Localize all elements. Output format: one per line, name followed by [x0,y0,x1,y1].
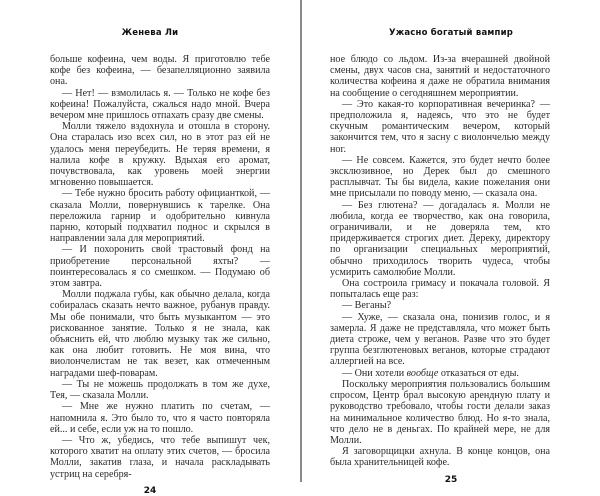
paragraph: Она состроила гримасу и покачала головой. Я попыталась еще раз: [330,278,550,301]
page-number: 24 [143,486,157,496]
running-header-author: Женева Ли [121,28,179,38]
running-header-title: Ужасно богатый вампир [388,28,514,38]
paragraph: больше кофеина, чем воды. Я приготовлю тебе кофе без кофеина, — безапелляционно заявила она. [50,54,270,88]
paragraph: — Нет! — взмолилась я. — Только не кофе без кофеина! Пожалуйста, сжалься надо мной. Вчера вечером мне пришлось отпахать сразу две смены. [50,87,270,122]
emphasis-text: вообще [406,367,439,379]
text-span: — Они хотели [342,367,407,379]
paragraph: Я заговорщицки ахнула. В конце концов, она была хранительницей кофе. [330,446,550,469]
paragraph: ное блюдо со льдом. Из-за вчерашней двойной смены, двух часов сна, занятий и недостаточного количества кофеина я даже не обратила внимания на сообщение о сегодняшнем мероприятии. [330,54,550,99]
page-body-text [50,54,270,480]
paragraph: — Ты не можешь продолжать в том же духе, Тея, — сказала Молли. [50,378,270,402]
page-body-text [330,54,550,469]
paragraph [330,368,550,379]
paragraph: — Тебе нужно бросить работу официанткой, — сказала Молли, повернувшись к тарелке. Она переложила гарнир и одобрительно кивнула парню, который подхватил поднос и скрылся в направлении зала для мероприятий. [50,188,270,245]
paragraph: Молли тяжело вздохнула и отошла в сторону. Она старалась изо всех сил, но в этот раз ей не удалось меня переубедить. Не теряя времени, я налила кофе в кружку. Вдыхая его аромат, почувствовала, как уровень моей энергии мгновенно повышается. [50,121,270,189]
paragraph: — Веганы? [342,300,392,312]
paragraph: — Не совсем. Кажется, это будет нечто более эксклюзивное, но Дерек был до смешного расплывчат. Ты бы видела, какие пожелания они мне присылали по поводу меню, — сказала она. [330,154,550,200]
paragraph: — Без глютена? — догадалась я. Молли не любила, когда ее творчество, как она говорила, ограничивали, и не доверяла тем, кто придерживается строгих диет. Дереку, директору по организации специальных мероприятий, обычно приходилось творить чудеса, чтобы усмирить самолюбие Молли. [330,199,550,278]
paragraph: — Это какая-то корпоративная вечеринка? — предположила я, надеясь, что это не будет скучным романтическим вечером, который закончится тем, что я засну с виолончелью между ног. [330,98,550,155]
text-span: отказаться от еды. [438,367,519,379]
paragraph: Молли поджала губы, как обычно делала, когда собиралась сказать нечто важное, рубанув правду. Мы обе понимали, что быть музыкантом — это рискованное занятие. Только я не знала, как объяснить ей, что люблю музыку так же сильно, как она любит готовить. Не моя вина, что виолончелистам не так везет, как отмеченным наградами шеф-поварам. [50,289,270,379]
right-page [300,0,600,485]
paragraph: Поскольку мероприятия пользовались большим спросом, Центр брал высокую арендную плату и руководство требовало, чтобы гости делали заказ на минимальное количество блюд. Но я-то знала, что дело не в деньгах. По крайней мере, не для Молли. [330,378,550,446]
page-number: 25 [444,475,458,485]
paragraph: — Что ж, убедись, что тебе выпишут чек, которого хватит на оплату этих счетов, — бросила Молли, закатив глаза, и начала раскладывать устриц на серебря- [50,434,270,480]
paragraph: — И похоронить свой трастовый фонд на приобретение персональной яхты? — поинтересовалась я со смешком. — Подумаю об этом завтра. [50,244,270,290]
paragraph: — Мне же нужно платить по счетам, — напомнила я. Это было то, что я часто повторяла ей... и себе, если уж на то пошло. [50,401,270,435]
paragraph: — Хуже, — сказала она, понизив голос, и я замерла. Я даже не представляла, что может быть диета строже, чем у веганов. Разве что это будет группа безглютеновых веганов, которые страдают аллергией на все. [330,311,550,368]
